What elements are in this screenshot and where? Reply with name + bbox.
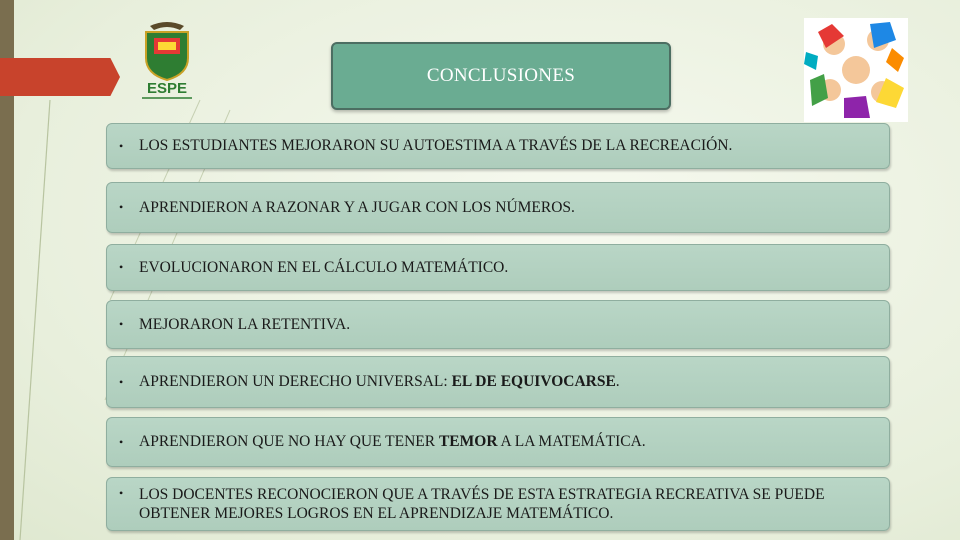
conclusion-item-6 <box>106 417 890 467</box>
conclusion-item-3 <box>106 244 890 291</box>
espe-logo <box>136 18 198 104</box>
bullet-icon: • <box>119 486 124 500</box>
bullet-icon: • <box>119 138 124 153</box>
logo-text: ESPE <box>146 80 188 97</box>
conclusion-text: APRENDIERON UN DERECHO UNIVERSAL: EL DE EQUIVOCARSE. <box>139 373 620 391</box>
emphasis-text: TEMOR <box>438 433 498 451</box>
conclusion-item-4 <box>106 300 890 349</box>
conclusion-text: APRENDIERON QUE NO HAY QUE TENER TEMOR A LA MATEMÁTICA. <box>139 433 646 451</box>
conclusion-text: APRENDIERON A RAZONAR Y A JUGAR CON LOS NÚMEROS. <box>139 198 575 216</box>
emphasis-text: EL DE EQUIVOCARSE <box>451 373 616 391</box>
children-clipart-image <box>804 18 908 122</box>
conclusion-item-2 <box>106 182 890 233</box>
conclusion-text: EVOLUCIONARON EN EL CÁLCULO MATEMÁTICO. <box>139 258 509 276</box>
conclusion-text: MEJORARON LA RETENTIVA. <box>139 315 351 333</box>
bullet-icon: • <box>119 200 124 214</box>
conclusion-text: LOS DOCENTES RECONOCIERON QUE A TRAVÉS DE ESTA ESTRATEGIA RECREATIVA SE PUEDE OBTENER MEJORES LOGROS EN EL APRENDIZAJE MATEMÁTICO. <box>139 485 825 522</box>
conclusion-item-7 <box>106 477 890 531</box>
bullet-icon: • <box>119 317 124 331</box>
bullet-icon: • <box>119 260 124 274</box>
conclusion-item-1 <box>106 123 890 169</box>
conclusion-item-5 <box>106 356 890 408</box>
slide-title <box>331 42 671 110</box>
conclusion-text: LOS ESTUDIANTES MEJORARON SU AUTOESTIMA A TRAVÉS DE LA RECREACIÓN. <box>139 137 733 155</box>
slide-title-text: CONCLUSIONES <box>426 65 576 86</box>
bullet-icon: • <box>119 434 124 449</box>
bullet-icon: • <box>119 374 124 389</box>
